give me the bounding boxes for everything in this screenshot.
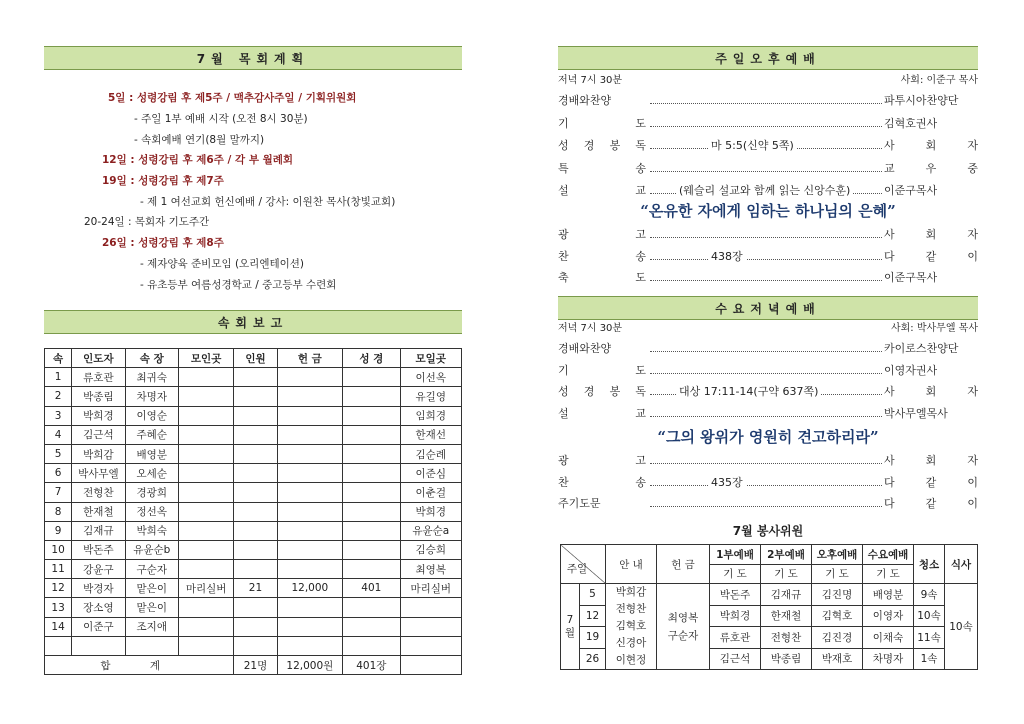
plan-line: 12일 : 성령강림 후 제6주 / 각 부 월례회 (102, 154, 294, 166)
service-row (558, 248, 978, 266)
report-cell: 박돈주 (72, 540, 125, 559)
col-header: 인원 (234, 349, 277, 368)
service-row (558, 182, 978, 200)
service-item-label: 광 고 (558, 228, 646, 241)
total-empty (400, 656, 462, 675)
report-cell (277, 502, 342, 521)
service-item-label: 기 도 (558, 116, 646, 130)
report-cell (343, 368, 400, 387)
report-cell (343, 406, 400, 425)
report-cell: 차명자 (125, 387, 178, 406)
report-row (45, 464, 462, 483)
report-cell: 조지애 (125, 617, 178, 636)
report-cell: 401 (343, 579, 400, 598)
report-cell: 2 (45, 387, 72, 406)
meal-cell: 10속 (945, 584, 978, 670)
volunteer-header-row (561, 545, 978, 565)
report-cell (234, 598, 277, 617)
report-cell (277, 368, 342, 387)
leader-dots (650, 103, 882, 104)
week-header: 주일 (561, 545, 606, 584)
report-cell (234, 387, 277, 406)
svc2-cell: 한재철 (761, 605, 812, 627)
service-row (558, 495, 978, 513)
report-cell: 경광희 (125, 483, 178, 502)
service-item-person: 교 우 중 (884, 160, 978, 178)
report-cell (178, 444, 233, 463)
report-cell (343, 560, 400, 579)
report-cell: 13 (45, 598, 72, 617)
report-row (45, 540, 462, 559)
service-item-person: 사 회 자 (884, 137, 978, 155)
report-cell (178, 636, 233, 655)
plan-line: 19일 : 성령강림 후 제7주 (102, 175, 224, 187)
service-item-label: 경배와찬양 (558, 342, 612, 355)
service-item-person: 박사무엘목사 (884, 405, 978, 423)
leader-dots (650, 126, 882, 127)
report-cell (234, 464, 277, 483)
leader-dots (650, 237, 882, 238)
report-cell: 이춘걸 (400, 483, 462, 502)
sunday-sermon-theme: “온유한 자에게 임하는 하나님의 은혜” (640, 202, 896, 220)
report-cell: 김승희 (400, 540, 462, 559)
report-cell: 9 (45, 521, 72, 540)
report-cell: 박희숙 (125, 521, 178, 540)
report-cell: 8 (45, 502, 72, 521)
report-cell (178, 540, 233, 559)
plan-line: - 유초등부 여름성경학교 / 중고등부 수련회 (140, 279, 337, 291)
day-cell: 19 (580, 627, 606, 649)
service-row (558, 474, 978, 492)
report-cell: 주혜순 (125, 425, 178, 444)
svc4-cell: 배영분 (863, 584, 914, 606)
report-cell: 임희경 (400, 406, 462, 425)
report-cell (72, 636, 125, 655)
report-cell (234, 425, 277, 444)
report-cell: 박희감 (72, 444, 125, 463)
volunteer-row (561, 584, 978, 606)
report-cell (343, 598, 400, 617)
total-money: 12,000원 (277, 656, 342, 675)
report-row (45, 617, 462, 636)
svc3-cell: 김진경 (812, 627, 863, 649)
day-cell: 12 (580, 605, 606, 627)
sunday-header (558, 46, 978, 70)
report-cell (343, 444, 400, 463)
report-cell: 장소영 (72, 598, 125, 617)
report-row (45, 502, 462, 521)
report-row (45, 521, 462, 540)
report-cell: 이준구 (72, 617, 125, 636)
report-cell: 유길영 (400, 387, 462, 406)
report-cell (45, 636, 72, 655)
report-cell: 맡은이 (125, 598, 178, 617)
svc4-header: 수요예배 (863, 545, 914, 565)
leader-dots (650, 259, 882, 260)
plan-line: - 제자양육 준비모임 (오리엔테이션) (140, 258, 304, 270)
svc1-header: 1부예배 (710, 545, 761, 565)
report-cell: 마리실버 (400, 579, 462, 598)
svc3-cell: 김혁호 (812, 605, 863, 627)
plan-title: 7월 목회계획 (196, 52, 310, 66)
col-header: 성 경 (343, 349, 400, 368)
wednesday-title: 수요저녁예배 (715, 302, 821, 316)
clean-cell: 10속 (914, 605, 945, 627)
report-cell: 최영복 (400, 560, 462, 579)
report-cell (234, 617, 277, 636)
report-row (45, 406, 462, 425)
service-row (558, 405, 978, 423)
service-row (558, 137, 978, 155)
plan-line: 20-24일 : 목회자 기도주간 (84, 216, 210, 228)
report-cell: 이영순 (125, 406, 178, 425)
service-item-label: 특 송 (558, 161, 646, 175)
report-cell: 이선옥 (400, 368, 462, 387)
report-cell (234, 483, 277, 502)
sunday-time: 저녁 7시 30분 (558, 75, 623, 86)
report-cell: 전형찬 (72, 483, 125, 502)
report-cell (234, 406, 277, 425)
report-row (45, 425, 462, 444)
report-cell: 한재철 (72, 502, 125, 521)
report-row (45, 598, 462, 617)
col-header: 모인곳 (178, 349, 233, 368)
day-cell: 26 (580, 648, 606, 670)
plan-header (44, 46, 462, 70)
wednesday-time: 저녁 7시 30분 (558, 323, 623, 334)
col-header: 모일곳 (400, 349, 462, 368)
service-item-label: 설 교 (558, 184, 646, 197)
svc3-header: 오후예배 (812, 545, 863, 565)
leader-dots (650, 485, 882, 486)
sunday-info-row (558, 72, 978, 90)
report-cell (277, 540, 342, 559)
total-bible: 401장 (343, 656, 400, 675)
service-item-label: 기 도 (558, 363, 646, 377)
col-header: 인도자 (72, 349, 125, 368)
report-cell (178, 425, 233, 444)
report-cell: 박사무엘 (72, 464, 125, 483)
clean-cell: 11속 (914, 627, 945, 649)
report-cell (178, 406, 233, 425)
service-item-person: 다 같 이 (884, 248, 978, 266)
report-cell: 맡은이 (125, 579, 178, 598)
report-cell: 4 (45, 425, 72, 444)
col-header: 속 장 (125, 349, 178, 368)
report-cell (343, 617, 400, 636)
service-item-detail: (웨슬리 설교와 함께 읽는 신앙수훈) (676, 182, 853, 200)
service-item-person: 사 회 자 (884, 226, 978, 244)
report-cell: 한재선 (400, 425, 462, 444)
report-cell: 12,000 (277, 579, 342, 598)
svc2-cell: 김재규 (761, 584, 812, 606)
plan-line: - 제 1 여선교회 헌신예배 / 강사: 이원찬 목사(창빛교회) (140, 196, 396, 208)
total-label: 합 계 (45, 656, 234, 675)
report-cell: 이준심 (400, 464, 462, 483)
service-item-person: 이준구목사 (884, 182, 978, 200)
service-item-person: 사 회 자 (884, 452, 978, 470)
report-cell (178, 502, 233, 521)
service-row (558, 269, 978, 287)
report-cell (178, 368, 233, 387)
prayer-header: 기 도 (761, 564, 812, 584)
service-item-label: 성 경 봉 독 (558, 139, 646, 152)
report-cell (178, 521, 233, 540)
report-cell: 1 (45, 368, 72, 387)
col-header: 속 (45, 349, 72, 368)
svc4-cell: 이채숙 (863, 627, 914, 649)
report-cell (343, 502, 400, 521)
service-item-detail: 435장 (708, 474, 746, 492)
svc4-cell: 차명자 (863, 648, 914, 670)
report-cell: 3 (45, 406, 72, 425)
day-cell: 5 (580, 584, 606, 606)
clean-cell: 1속 (914, 648, 945, 670)
svc1-cell: 박돈주 (710, 584, 761, 606)
report-cell: 배영분 (125, 444, 178, 463)
wednesday-presider: 사회: 박사무엘 목사 (890, 323, 978, 334)
col-header: 헌 금 (277, 349, 342, 368)
report-cell: 유윤순a (400, 521, 462, 540)
service-row (558, 340, 978, 358)
report-cell (277, 444, 342, 463)
service-item-detail: 마 5:5(신약 5쪽) (708, 137, 797, 155)
service-row (558, 452, 978, 470)
volunteer-title: 7월 봉사위원 (732, 524, 804, 538)
report-cell: 최귀숙 (125, 368, 178, 387)
report-cell (178, 387, 233, 406)
report-cell (343, 425, 400, 444)
report-row (45, 636, 462, 655)
clean-cell: 9속 (914, 584, 945, 606)
report-cell: 유윤순b (125, 540, 178, 559)
sunday-title: 주일오후예배 (715, 52, 821, 66)
sunday-presider: 사회: 이준구 목사 (900, 75, 978, 86)
report-cell (277, 617, 342, 636)
offering-header: 헌 금 (657, 545, 710, 584)
svc2-cell: 전형찬 (761, 627, 812, 649)
report-cell (234, 368, 277, 387)
service-item-detail: 438장 (708, 248, 746, 266)
report-cell (234, 521, 277, 540)
report-cell (343, 521, 400, 540)
report-cell (277, 560, 342, 579)
svc1-cell: 김근석 (710, 648, 761, 670)
service-row (558, 362, 978, 380)
report-row (45, 579, 462, 598)
service-item-detail: 대상 17:11-14(구약 637쪽) (676, 383, 821, 401)
guide-cell: 박희감 전형찬 김혁호 신경아 이현정 (606, 584, 657, 670)
report-cell (277, 483, 342, 502)
leader-dots (650, 416, 882, 417)
report-cell (277, 425, 342, 444)
report-cell (400, 617, 462, 636)
report-row (45, 387, 462, 406)
report-row (45, 483, 462, 502)
service-row (558, 160, 978, 178)
service-item-person: 사 회 자 (884, 383, 978, 401)
report-cell (178, 598, 233, 617)
report-cell: 7 (45, 483, 72, 502)
svc2-header: 2부예배 (761, 545, 812, 565)
leader-dots (650, 463, 882, 464)
report-cell (234, 540, 277, 559)
offering-cell: 최영복 구순자 (657, 584, 710, 670)
service-row (558, 115, 978, 133)
report-cell: 김재규 (72, 521, 125, 540)
report-cell (400, 636, 462, 655)
leader-dots (650, 506, 882, 507)
leader-dots (650, 280, 882, 281)
service-item-person: 이준구목사 (884, 269, 978, 287)
report-title: 속회보고 (217, 316, 289, 330)
report-cell (234, 502, 277, 521)
report-cell (178, 560, 233, 579)
meal-header: 식사 (945, 545, 978, 584)
service-item-label: 성 경 봉 독 (558, 385, 646, 398)
service-item-label: 경배와찬양 (558, 94, 612, 107)
guide-header: 안 내 (606, 545, 657, 584)
report-header-row (45, 349, 462, 368)
report-cell: 류호관 (72, 368, 125, 387)
svc3-cell: 박재호 (812, 648, 863, 670)
service-item-label: 축 도 (558, 271, 646, 284)
report-cell: 11 (45, 560, 72, 579)
clean-header: 청소 (914, 545, 945, 584)
service-item-person: 카이로스찬양단 (884, 340, 978, 358)
report-cell (343, 636, 400, 655)
leader-dots (650, 351, 882, 352)
report-cell: 오세순 (125, 464, 178, 483)
report-cell (277, 521, 342, 540)
report-header (44, 310, 462, 334)
report-cell: 박종림 (72, 387, 125, 406)
report-cell (277, 464, 342, 483)
leader-dots (650, 373, 882, 374)
report-row (45, 560, 462, 579)
plan-line: 26일 : 성령강림 후 제8주 (102, 237, 224, 249)
prayer-header: 기 도 (710, 564, 761, 584)
report-cell (178, 617, 233, 636)
svc3-cell: 김진명 (812, 584, 863, 606)
report-cell: 6 (45, 464, 72, 483)
report-cell: 마리실버 (178, 579, 233, 598)
report-cell: 구순자 (125, 560, 178, 579)
report-cell: 박희경 (72, 406, 125, 425)
service-item-label: 찬 송 (558, 249, 646, 263)
report-cell (343, 540, 400, 559)
wednesday-sermon-theme: “그의 왕위가 영원히 견고하리라” (657, 428, 879, 446)
service-row (558, 226, 978, 244)
svc1-cell: 류호관 (710, 627, 761, 649)
report-cell (277, 636, 342, 655)
plan-line: 5일 : 성령강림 후 제5주 / 맥추감사주일 / 기획위원회 (108, 92, 357, 104)
report-cell (277, 598, 342, 617)
service-item-person: 다 같 이 (884, 474, 978, 492)
wednesday-info-row (558, 320, 978, 338)
wednesday-header (558, 296, 978, 320)
report-cell: 강윤구 (72, 560, 125, 579)
plan-line: - 속회예배 연기(8월 말까지) (134, 134, 265, 146)
report-table (44, 348, 462, 675)
report-cell (178, 464, 233, 483)
report-cell (343, 483, 400, 502)
service-item-label: 설 교 (558, 406, 646, 420)
leader-dots (650, 171, 882, 172)
svc4-cell: 이영자 (863, 605, 914, 627)
report-cell: 10 (45, 540, 72, 559)
report-cell: 14 (45, 617, 72, 636)
service-item-person: 파투시아찬양단 (884, 92, 978, 110)
prayer-header: 기 도 (812, 564, 863, 584)
service-item-person: 이영자권사 (884, 362, 978, 380)
plan-line: - 주일 1부 예배 시작 (오전 8시 30분) (134, 113, 308, 125)
month-cell: 7월 (561, 584, 580, 670)
service-item-person: 다 같 이 (884, 495, 978, 513)
report-cell: 김근석 (72, 425, 125, 444)
report-cell: 김순례 (400, 444, 462, 463)
report-cell: 21 (234, 579, 277, 598)
service-row (558, 383, 978, 401)
service-item-person: 김혁호권사 (884, 115, 978, 133)
report-row (45, 368, 462, 387)
report-cell (277, 387, 342, 406)
volunteer-table (560, 544, 978, 670)
report-cell: 12 (45, 579, 72, 598)
svc2-cell: 박종림 (761, 648, 812, 670)
svc1-cell: 박희경 (710, 605, 761, 627)
service-item-label: 주기도문 (558, 497, 601, 510)
service-row (558, 92, 978, 110)
total-count: 21명 (234, 656, 277, 675)
report-cell (234, 560, 277, 579)
service-item-label: 광 고 (558, 454, 646, 467)
report-cell (343, 387, 400, 406)
service-item-label: 찬 송 (558, 475, 646, 489)
prayer-header: 기 도 (863, 564, 914, 584)
report-row (45, 444, 462, 463)
report-cell (400, 598, 462, 617)
report-cell (125, 636, 178, 655)
report-cell: 5 (45, 444, 72, 463)
report-cell: 박희경 (400, 502, 462, 521)
report-cell (234, 444, 277, 463)
report-cell (343, 464, 400, 483)
report-cell (277, 406, 342, 425)
report-cell: 박경자 (72, 579, 125, 598)
report-cell: 정선옥 (125, 502, 178, 521)
report-cell (234, 636, 277, 655)
report-cell (178, 483, 233, 502)
report-total-row (45, 656, 462, 675)
